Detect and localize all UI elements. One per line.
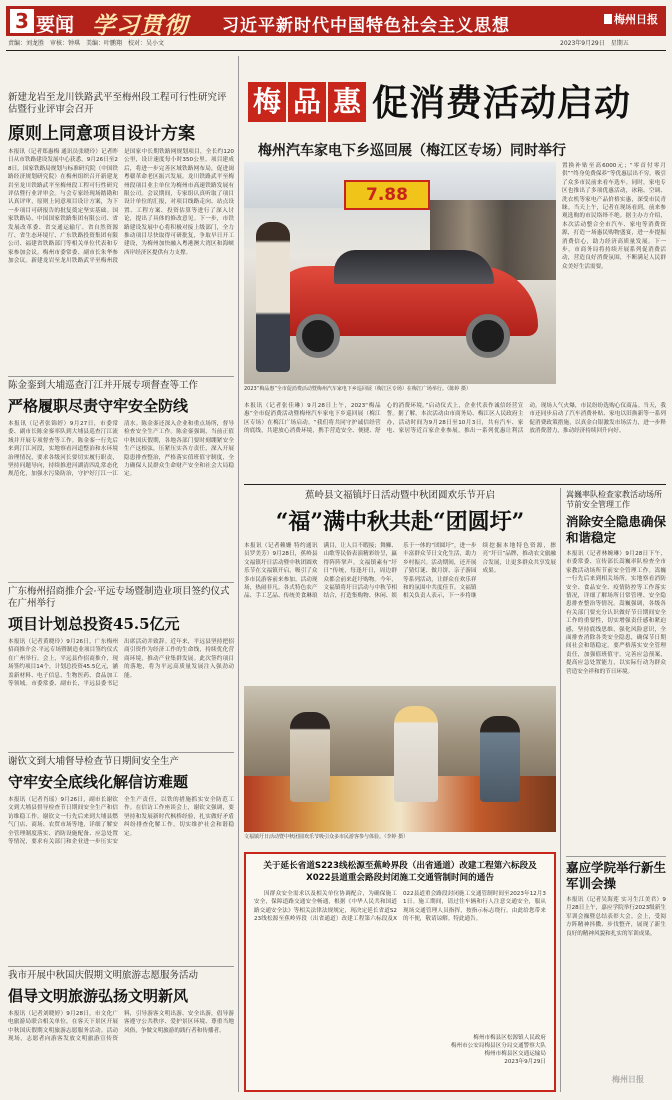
article-tingjiang — [8, 380, 234, 585]
section-label: 要闻 — [36, 14, 75, 36]
masthead-rule — [6, 50, 666, 51]
article-tingjiang-headline: 严格履职尽责守牢安全防线 — [8, 397, 189, 415]
article-tourism — [8, 970, 234, 1092]
notice-signer: 梅州市梅县区松源镇人民政府 — [473, 1035, 546, 1041]
feature-photo-caption: 文福镇圩日活动暨中秋团圆欢乐节吸引众多市民游客参与体验。（李婷 摄） — [244, 834, 409, 840]
stamp-char: 梅 — [248, 82, 286, 122]
column-title: 习近平新时代中国特色社会主义思想 — [222, 16, 510, 36]
article-tingjiang-kicker: 陈金銮到大埔巡查汀江并开展专项督查等工作 — [8, 380, 199, 391]
article-venue-safety — [566, 490, 666, 820]
photo-person — [256, 222, 290, 372]
masthead — [0, 0, 672, 60]
lead-stamp — [248, 82, 366, 126]
notice-signers — [254, 1034, 546, 1066]
feature-kicker: 蕉岭县文福镇圩日活动暨中秋团圆欢乐节开启 — [304, 490, 495, 501]
article-dabu-headline: 守牢安全底线化解信访难题 — [8, 773, 189, 791]
credits-line: 责编：刘龙胜 审核：钟琪 美编：叶鹏翔 校对：吴小文 — [8, 40, 165, 47]
lead-story — [244, 56, 666, 480]
photo-car-window — [334, 250, 494, 284]
article-tingjiang-body: 本报讯（记者张锦婷）9月27日，市委常委、副市长陈金銮率队到大埔县巡查汀江流域并开展专项督查等工作。陈金銮一行先后来到汀江河段，实地察看河道整治和水环境治理情况，要求各级河长要切实履行职责，坚持问题导向，持续推进河湖清四乱常态化规范化，加强水污染防治，守护好汀江一江清水。陈金銮还深入企业和重点场所，督导检查安全生产工作。陈金銮强调，当前正值中秋国庆假期，各地各部门要时刻绷紧安全生产这根弦，压紧压实各方责任，深入开展隐患排查整治，严格落实值班值守制度，全力确保人民群众生命财产安全和社会大局稳定。 — [8, 421, 234, 478]
issue-date: 2023年9月29日 星期五 — [560, 40, 629, 47]
article-pingyuan — [8, 586, 234, 740]
photo-wheel — [466, 314, 510, 358]
photo-person — [480, 716, 520, 802]
article-venue-body: 本报讯（记者林婉琳）9月28日下午，市委常委、宣传部长嵩巍率队检查全市家教活动场所节前安全管理工作。嵩巍一行先后来到相关场所，实地察看消防安全、食品安全、疫情防控等工作落实情况，详细了解场所日常管理、安全隐患排查整治等情况。嵩巍强调，各级各有关部门要充分认识做好节日期间安全工作的重要性，切实增强责任感和紧迫感，坚持底线思维，强化风险意识，全面排查消除各类安全隐患，确保节日期间社会和谐稳定。要严格落实安全管理责任，加强值班值守，完善应急预案，提高应急处置能力，以实际行动为群众营造安全祥和的节日环境。 — [566, 551, 666, 675]
article-dabu-body: 本报讯（记者肖瑶）9月26日，副市长谢钦文到大埔县督导检查节日期间安全生产和信访维稳工作。谢钦文一行先后来到大埔县燃气门店、商场、农贸市场等地，详细了解安全管理制度落实、消防设施配备、应急处置等情况，要求有关部门和企业进一步压实安全生产责任，以铁的措施抓实安全防范工作。在信访工作座谈会上，谢钦文强调，要坚持和发展新时代枫桥经验，扎实做好矛盾纠纷排查化解工作，切实维护社会和谐稳定。 — [8, 797, 234, 846]
article-pingyuan-kicker: 广东梅州招商推介会·平远专场暨制造业项目签约仪式在广州举行 — [8, 586, 230, 609]
lead-side-body: 置换补贴至高6000元；“零首付零月供”“终身免费保养”等优惠层出不穷，吸引了众多市民前来看车选车。同时，家电专区也推出了多项优惠活动，冰箱、空调、洗衣机等家电产品价格实惠，深受市民青睐。当天上午，记者在现场看到，前来参观选购的市民络绎不绝。据主办方介绍，本次活动整合全市汽车、家电等消费资源，打造一场惠民购物盛宴，进一步提振消费信心，助力经济高质量发展。下一步，市商务局将持续开展系列促消费活动，营造良好消费氛围，不断满足人民群众美好生活需要。 — [562, 163, 666, 270]
article-pingyuan-headline: 项目计划总投资45.5亿元 — [8, 615, 180, 633]
lead-headline: 促消费活动启动 — [372, 82, 632, 124]
notice-body: 因群众安全需求以及相关单位协调配合，为确保施工安全，保障道路交通安全畅通，根据《中华人民共和国道路交通安全法》等相关法律法规规定，现决定延长省道S223线松源至蕉岭界段（出省通道）改建工程第六标段及X022县道重会路段封闭施工交通管制时间至2023年12月31日。施工期间，请过往车辆和行人注意交通安全，服从现场交通管理人员指挥，按指示标志绕行。由此给您带来的不便，敬请谅解。特此通告。 — [254, 891, 546, 923]
photo-banner: 7.88 — [344, 180, 430, 210]
article-dabu-safety — [8, 756, 234, 952]
feature-story — [244, 490, 556, 846]
photo-wheel — [296, 314, 340, 358]
page-number: 3 — [10, 9, 34, 33]
notice-signer: 梅州市公安局梅县区分局交通警察大队 — [450, 1043, 546, 1049]
column-separator — [238, 56, 239, 1092]
article-military-training — [566, 860, 666, 1076]
article-venue-headline: 消除安全隐患确保和谐稳定 — [566, 514, 667, 545]
article-tourism-headline: 倡导文明旅游弘扬文明新风 — [8, 987, 189, 1005]
traffic-notice — [244, 852, 556, 1092]
divider — [8, 966, 234, 967]
article-training-body: 本报讯（记者吴海莲 实习生江美君）9月28日上午，嘉应学院举行2023级新生军训会操暨总结表彰大会。会上，受阅方阵精神抖擞、步伐整齐，展现了新生良好的精神风貌和扎实的军训成果。 — [566, 897, 666, 937]
paper-logo: 梅州日报 — [604, 11, 658, 27]
lead-body: 本报讯（记者张佳琳）9月28日上午，2023“梅品惠”全市促消费活动暨梅州汽车家电下乡巡回展（梅江区专场）在梅江广场启动。“我们将共同守护诚信经营的底线，共建放心消费环境，携手营造安全、便捷、舒心的消费环境。”启动仪式上，企业代表作诚信经营宣誓。据了解，本次活动由市商务局、梅江区人民政府主办，活动时间为9月28日至10月3日，共有汽车、家电、家居等近百家企业参展，推出一系列优惠让利活动。现场人气火爆，市民纷纷选购心仪商品。当天，我市还同步启动了汽车消费补贴、家电以旧换新等一系列促消费政策措施，以真金白银激发市场活力，进一步释放消费潜力，推动经济持续回升向好。 — [244, 403, 666, 435]
photo-person — [290, 712, 330, 802]
article-training-headline: 嘉应学院举行新生军训会操 — [566, 860, 667, 891]
divider — [8, 752, 234, 753]
column-brand: 学习贯彻 — [92, 12, 188, 39]
divider — [8, 582, 234, 583]
lead-photo-caption: 2023“梅品惠”全市促消费活动暨梅州汽车家电下乡巡回展（梅江区专场）在梅江广场举行。（陈婷 摄） — [244, 386, 471, 392]
stamp-char: 品 — [288, 82, 326, 122]
article-tourism-body: 本报讯（记者刘晓婷）9月28日，市文化广电旅游局联合相关单位，在客天下景区开展中秋国庆假期文明旅游志愿服务活动。活动现场，志愿者向游客发放文明旅游宣传资料，引导游客文明出游、安全出游，倡导游客遵守公共秩序、爱护景区环境、尊重当地风俗，争做文明旅游的践行者和传播者。 — [8, 1011, 234, 1043]
article-railway-headline: 原则上同意项目设计方案 — [8, 124, 195, 144]
article-venue-kicker: 嵩巍率队检查家教活动场所节前安全管理工作 — [566, 490, 662, 509]
feature-body: 本报讯（记者赖姗 特约通讯员罗美芳）9月28日，蕉岭县文福镇圩日活动暨中秋团圆欢乐节在文福镇开启，吸引了众多市民游客前来参加。活动现场，热闹非凡。各式特色农产品、手工艺品、传统美食琳琅满目，让人目不暇接；舞狮、山歌等民俗表演精彩纷呈，赢得阵阵掌声。文福镇素有“圩日”传统，每逢圩日，周边群众都会前来赶圩购物。今年，文福镇将圩日活动与中秋节相结合，打造集购物、休闲、娱乐于一体的“团圆圩”，进一步丰富群众节日文化生活，助力乡村振兴。活动期间，还开展了猜灯谜、做月饼、亲子游园等系列活动，让群众在欢乐祥和的氛围中共度佳节。文福镇相关负责人表示，下一步将继续挖掘本地特色资源，擦亮“圩日”品牌，推动农文旅融合发展，让更多群众共享发展成果。 — [244, 543, 556, 600]
divider — [566, 856, 666, 857]
logo-mark-icon — [604, 14, 612, 24]
divider — [8, 376, 234, 377]
notice-signer: 梅州市梅县区交通运输局 — [484, 1051, 546, 1057]
feature-photo — [244, 686, 556, 832]
article-railway-kicker: 新建龙岩至龙川铁路武平至梅州段工程可行性研究评估暨行业评审会召开 — [8, 92, 227, 115]
lead-subhead: 梅州汽车家电下乡巡回展（梅江区专场）同时举行 — [258, 143, 566, 159]
lead-photo — [244, 162, 556, 384]
stamp-char: 惠 — [328, 82, 366, 122]
notice-title: 关于延长省道S223线松源至蕉岭界段（出省通道）改建工程第六标段及X022县道重会路段封闭施工交通管制时间的通告 — [263, 861, 537, 883]
article-dabu-kicker: 谢钦文到大埔督导检查节日期间安全生产 — [8, 756, 180, 767]
article-tourism-kicker: 我市开展中秋国庆假期文明旅游志愿服务活动 — [8, 970, 199, 981]
article-pingyuan-body: 本报讯（记者黄晓玲）9月26日，广东梅州招商推介会·平远专场暨制造业项目签约仪式在广州举行。会上，平远县作招商推介，现场签约项目14个，计划总投资45.5亿元，涵盖新材料、电子信息、生物医药、食品加工等领域。市委常委、副市长，平远县委书记出席活动并致辞。近年来，平远县坚持把招商引资作为经济工作的生命线，持续优化营商环境，推动产业集群发展。此次签约项目的落地，将为平远高质量发展注入强劲动能。 — [8, 639, 234, 688]
divider — [244, 484, 666, 485]
notice-date: 2023年9月29日 — [504, 1059, 546, 1065]
watermark: 梅州日报 — [612, 1075, 644, 1084]
article-railway — [8, 92, 234, 363]
article-railway-body: 本报讯（记者郑惠梅 通讯员张晓玲）记者昨日从市铁路建设发展中心获悉，9月26日至28日，国家铁路局规划与标准研究院（中国铁路经济规划研究院）在梅州组织召开新建龙岩至龙川铁路武平至梅州段工程可行性研究评估暨行业评审会。与会专家经现场踏勘和认真评审，原则上同意项目设计方案，为下一步项目可研报告的批复奠定坚实基础。国家铁路局、中国国家铁路集团有限公司、省发展改革委、省交通运输厅、省自然资源厅、省生态环境厅、广东铁路投资集团有限公司、福建省铁路部门等相关单位代表和专家参加会议。梅州市委常委、副市长朱华参加会议。新建龙岩至龙川铁路武平至梅州段是国家中长期铁路网规划项目，全长约120公里，设计速度每小时350公里。项目建成后，将进一步完善区域铁路网布局，促进闽粤赣革命老区振兴发展。龙川铁路武平至梅州段项目业主单位为梅州市高速铁路发展有限公司。会议期间，专家组认真听取了项目设计单位的汇报，对项目线路走向、站点设置、工程方案、投资估算等进行了深入讨论，提出了具体的修改意见。下一步，市铁路建设发展中心将积极对接上级部门，全力推动项目尽快取得可研批复，争取早日开工建设，为梅州加快融入粤港澳大湾区和海峡西岸经济区提供有力支撑。 — [8, 149, 234, 265]
column-separator — [560, 488, 561, 1092]
feature-headline: “福”满中秋共赴“团圆圩” — [275, 509, 525, 535]
photo-person — [394, 706, 438, 802]
